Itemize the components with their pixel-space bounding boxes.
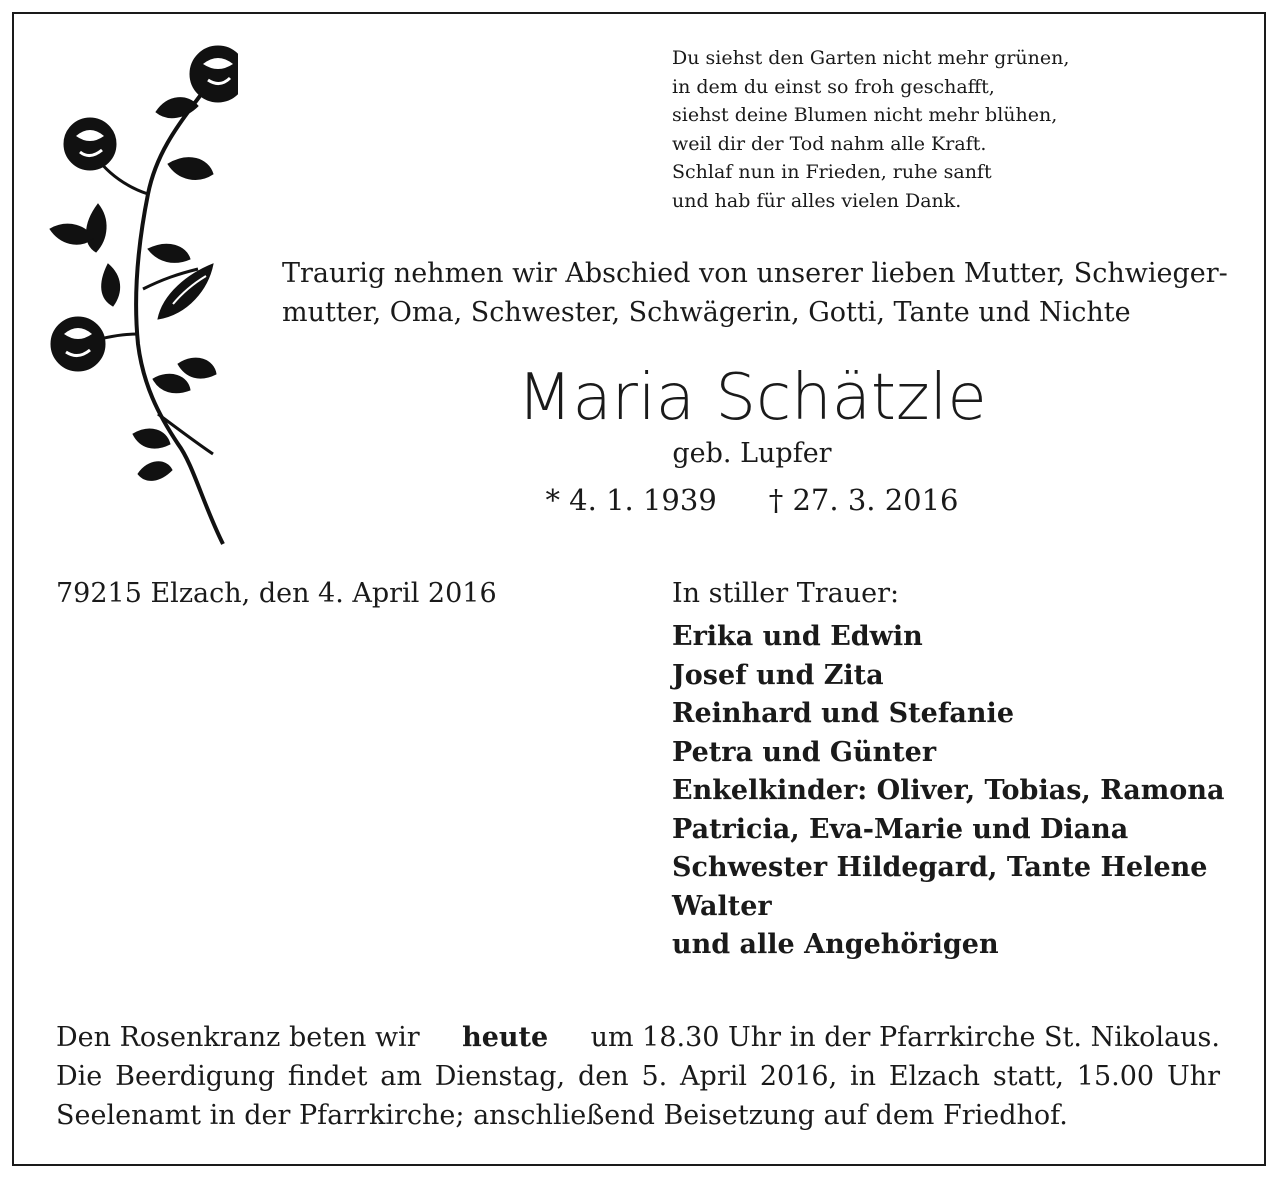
intro-text <box>282 254 1242 332</box>
mourner: Josef und Zita <box>672 659 884 691</box>
service-line-3: Seelenamt in der Pfarrkirche; anschließend Beisetzung auf dem Friedhof. <box>56 1100 1068 1131</box>
service-line-1 <box>56 1018 1220 1057</box>
poem-line: und hab für alles vielen Dank. <box>672 189 962 212</box>
service-text: Die Beerdigung findet am Dienstag, den 5. April 2016, in Elzach statt, 15.00 Uhr <box>56 1061 1220 1092</box>
mourner: Enkelkinder: Oliver, Tobias, Ramona <box>672 775 1225 806</box>
poem-line: Schlaf nun in Frieden, ruhe sanft <box>672 161 992 183</box>
poem <box>672 44 1232 215</box>
mourner: Walter <box>672 890 772 922</box>
mourner: Schwester Hildegard, Tante Helene <box>672 852 1208 883</box>
death-date: † 27. 3. 2016 <box>768 483 959 517</box>
intro-line: Traurig nehmen wir Abschied von unserer lieben Mutter, Schwieger- <box>282 258 1228 289</box>
service-info <box>56 1018 1220 1135</box>
mourner: Reinhard und Stefanie <box>672 698 1014 729</box>
mourners-list <box>672 618 1224 965</box>
mourners-heading: In stiller Trauer: <box>672 578 900 609</box>
service-text: um 18.30 Uhr in der Pfarrkirche St. Nikolaus. <box>590 1022 1220 1053</box>
life-dates <box>282 478 1222 522</box>
rose-branch-icon <box>38 34 238 554</box>
mourner: Petra und Günter <box>672 736 937 768</box>
deceased-name <box>282 360 1222 436</box>
poem-line: Du siehst den Garten nicht mehr grünen, <box>672 47 1070 69</box>
poem-line: siehst deine Blumen nicht mehr blühen, <box>672 104 1058 126</box>
service-text: Den Rosenkranz beten wir <box>56 1022 420 1053</box>
birth-date: * 4. 1. 1939 <box>545 483 717 517</box>
intro-line: mutter, Oma, Schwester, Schwägerin, Gotti, Tante und Nichte <box>282 297 1131 328</box>
poem-line: weil dir der Tod nahm alle Kraft. <box>672 132 987 155</box>
mourner: und alle Angehörigen <box>672 929 999 960</box>
service-text-bold: heute <box>462 1022 549 1053</box>
poem-line: in dem du einst so froh geschafft, <box>672 75 995 98</box>
place-date: 79215 Elzach, den 4. April 2016 <box>56 578 497 609</box>
born-name: geb. Lupfer <box>672 438 832 469</box>
deceased-name-text: Maria Schätzle <box>517 361 987 435</box>
service-line-2 <box>56 1057 1220 1096</box>
mourner: Patricia, Eva-Marie und Diana <box>672 813 1129 845</box>
mourner: Erika und Edwin <box>672 621 923 652</box>
